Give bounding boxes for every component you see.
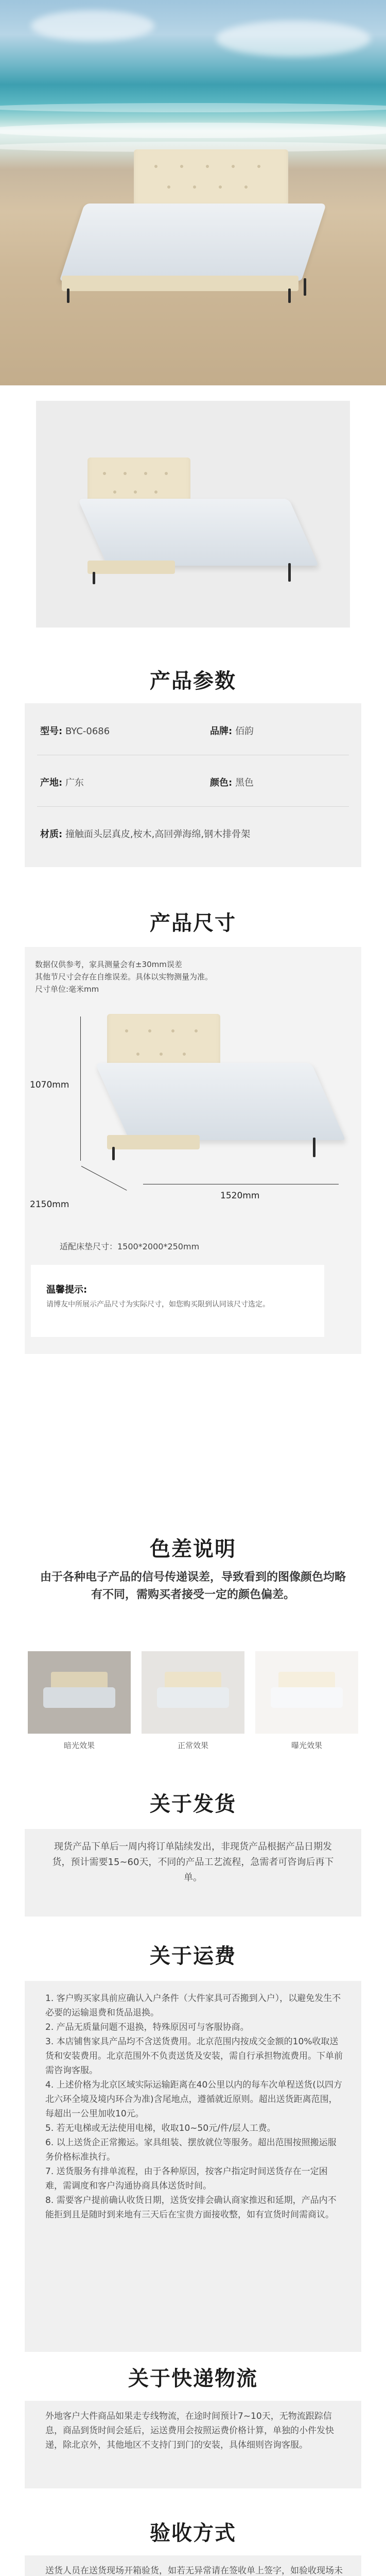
size-bed-image bbox=[97, 1014, 334, 1168]
size-depth-label: 2150mm bbox=[30, 1199, 69, 1210]
size-width-label: 1520mm bbox=[220, 1191, 260, 1201]
params-table bbox=[25, 703, 361, 867]
size-height-label: 1070mm bbox=[30, 1080, 69, 1090]
param-material: 材质: 撞触面头层真皮,桉木,高回弹海绵,钢木排骨架 bbox=[40, 829, 251, 840]
bright-sample-image bbox=[255, 1651, 358, 1734]
shipping-title: 关于发货 bbox=[150, 1792, 236, 1816]
size-note-3: 尺寸单位:毫米mm bbox=[35, 985, 99, 994]
inspection-box bbox=[25, 2555, 361, 2576]
freight-item: 1. 客户购买家具前应确认入户条件（大件家具可否搬到入户），以避免发生不必要的运输退费和货品退换。 bbox=[45, 1993, 341, 2018]
shipping-box bbox=[25, 1829, 361, 1917]
freight-item: 3. 本店铺售家具产品均不含送货费用。北京范围内按成交金额的10%收取送货和安装费用。北京范围外不负责送货及安装，需自行承担物流费用。下单前需咨询客服。 bbox=[45, 2037, 343, 2076]
hero-bed-image bbox=[51, 149, 340, 319]
param-model: 型号: BYC-0686 bbox=[40, 726, 110, 737]
params-title: 产品参数 bbox=[150, 669, 236, 693]
normal-sample-caption: 正常效果 bbox=[177, 1741, 208, 1750]
freight-item: 6. 以上送货企正常搬运。家具组装、摆放就位等服务。超出范围按照搬运服务价格标准执行。 bbox=[45, 2138, 337, 2162]
dark-sample-caption: 暗光效果 bbox=[63, 1741, 95, 1750]
mattress-size: 适配床垫尺寸：1500*2000*250mm bbox=[60, 1242, 200, 1251]
notice-body: 请博友中所展示产品尺寸为实际尺寸，如您购买限到认同该尺寸选定。 bbox=[46, 1300, 270, 1309]
diff-title: 色差说明 bbox=[150, 1537, 236, 1561]
freight-item: 8. 需要客户提前确认收货日期，送货安排会确认商家推迟和延期，产品内不能拒到且是随时到来地有三天后在宝贵方面接收整，如有宣货时间需商议。 bbox=[45, 2195, 337, 2220]
param-brand: 品牌: 佰韵 bbox=[210, 726, 254, 737]
logistics-body: 外地客户大件商品如果走专线物流，在途时间预计7~10天，无物流跟踪信息，商品到货时间会延后，运送费用会按照运费价格计算，单独的小件发快递，除北京外，其他地区不支持门到门的安装，具体细则咨询客服。 bbox=[45, 2411, 334, 2450]
size-title: 产品尺寸 bbox=[150, 911, 236, 935]
freight-item: 4. 上述价格为北京区域实际运输距离在40公里以内的每车次单程送货(以四方北六环全境及境内环合为准)含尾地点，遵循就近原则。超出送货距离范围，每超出一公里加收10元。 bbox=[45, 2080, 342, 2119]
logistics-box bbox=[25, 2401, 361, 2488]
product-bed-image bbox=[77, 457, 314, 591]
logistics-title: 关于快递物流 bbox=[128, 2367, 258, 2391]
shipping-body: 现货产品下单后一周内将订单陆续发出，非现货产品根据产品日期发货，预计需要15~60天，不同的产品工艺流程，急需者可咨询后再下单。 bbox=[52, 1841, 334, 1883]
freight-title: 关于运费 bbox=[150, 1944, 236, 1968]
freight-item: 2. 产品无质量问题不退换，特殊原因可与客服协商。 bbox=[45, 2022, 249, 2032]
param-origin: 产地: 广东 bbox=[40, 777, 84, 788]
param-color: 颜色: 黑色 bbox=[210, 777, 254, 788]
notice-title: 温馨提示: bbox=[46, 1284, 87, 1295]
size-notice bbox=[31, 1265, 324, 1337]
diff-intro: 由于各种电子产品的信号传递误差，导致看到的图像颜色均略有不同，需购买者接受一定的颜色偏差。 bbox=[40, 1571, 346, 1601]
product-photo-card bbox=[36, 401, 350, 628]
size-note-2: 其他节尺寸会存在自维误差。具体以实物测量为准。 bbox=[35, 972, 213, 981]
freight-box bbox=[25, 1981, 361, 2352]
bright-sample-caption: 曝光效果 bbox=[291, 1741, 322, 1750]
freight-item: 5. 若无电梯或无法使用电梯，收取10~50元/件/层人工费。 bbox=[45, 2123, 276, 2133]
color-diff-samples bbox=[28, 1651, 358, 1754]
dark-sample-image bbox=[28, 1651, 131, 1734]
inspection-body: 送货人员在送货现场开箱验货，如若无异常请在签收单上签字，如验收现场未 bbox=[45, 2566, 343, 2576]
freight-list bbox=[45, 1991, 344, 2222]
size-note-1: 数据仅供参考，家具测量会有±30mm误差 bbox=[35, 960, 182, 969]
inspection-title: 验收方式 bbox=[150, 2521, 236, 2545]
normal-sample-image bbox=[142, 1651, 244, 1734]
freight-item: 7. 送货服务有排单流程，由于各种原因，按客户指定时间送货存在一定困难，需调度和客户沟通协商具体送货时间。 bbox=[45, 2166, 328, 2191]
hero-banner bbox=[0, 0, 386, 385]
